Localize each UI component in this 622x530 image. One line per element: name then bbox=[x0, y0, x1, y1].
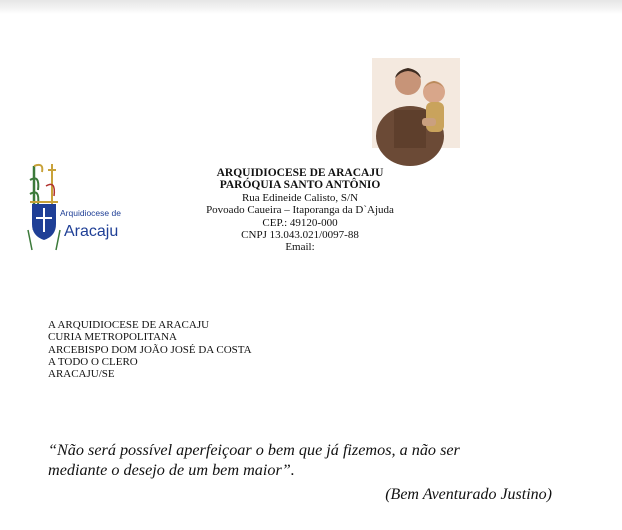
cnpj-number: CNPJ 13.043.021/0097-88 bbox=[241, 229, 359, 242]
recipient-block bbox=[48, 319, 252, 380]
email-label: Email: bbox=[285, 241, 315, 254]
window-top-bar bbox=[0, 0, 622, 14]
archdiocese-logo bbox=[26, 160, 121, 260]
quote-attribution: (Bem Aventurado Justino) bbox=[385, 486, 552, 503]
saint-anthony-image bbox=[372, 58, 460, 148]
postal-code: CEP.: 49120-000 bbox=[262, 216, 338, 229]
village-address: Povoado Caueira – Itaporanga da D`Ajuda bbox=[206, 204, 394, 217]
recipient-line: A ARQUIDIOCESE DE ARACAJU bbox=[48, 319, 210, 331]
parish-name: PARÓQUIA SANTO ANTÔNIO bbox=[219, 179, 381, 192]
street-address: Rua Edineide Calisto, S/N bbox=[241, 191, 359, 204]
archdiocese-name: ARQUIDIOCESE DE ARACAJU bbox=[216, 167, 384, 179]
quote-text bbox=[48, 440, 568, 480]
logo-text-line1: Arquidiocese de bbox=[60, 208, 121, 218]
recipient-line: ARACAJU/SE bbox=[48, 368, 115, 381]
quote-line: “Não será possível aperfeiçoar o bem que já fizemos, a não ser bbox=[48, 441, 460, 459]
logo-text-line2: Aracaju bbox=[64, 223, 119, 240]
recipient-line: A TODO O CLERO bbox=[48, 355, 138, 368]
recipient-line: CURIA METROPOLITANA bbox=[48, 331, 177, 344]
recipient-line: ARCEBISPO DOM JOÃO JOSÉ DA COSTA bbox=[48, 343, 252, 356]
quote-line: mediante o desejo de um bem maior”. bbox=[48, 461, 295, 479]
letterhead bbox=[150, 167, 450, 254]
